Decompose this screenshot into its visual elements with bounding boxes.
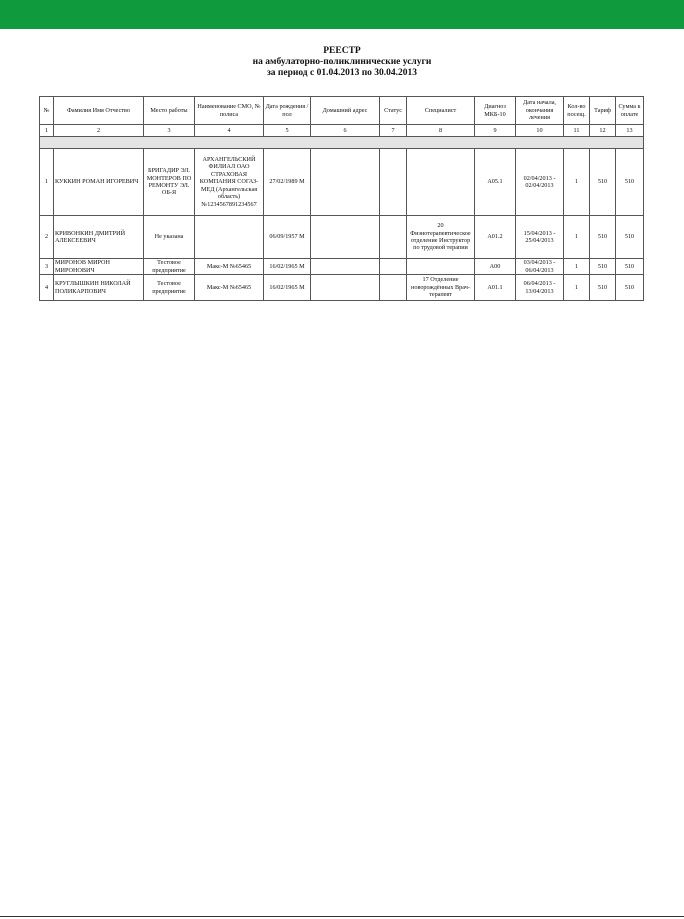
cell-specialist bbox=[407, 149, 475, 216]
cell-status bbox=[380, 275, 407, 301]
header-address: Домашний адрес bbox=[311, 97, 380, 125]
cell-dates: 03/04/2013 - 06/04/2013 bbox=[516, 259, 564, 275]
cell-address bbox=[311, 216, 380, 259]
column-number: 3 bbox=[144, 125, 195, 137]
cell-tariff: 510 bbox=[590, 275, 616, 301]
column-number: 4 bbox=[195, 125, 264, 137]
cell-visits: 1 bbox=[564, 259, 590, 275]
cell-diagnosis: A00 bbox=[475, 259, 516, 275]
header-birth: Дата рождения /пол bbox=[264, 97, 311, 125]
column-number: 7 bbox=[380, 125, 407, 137]
cell-fio: МИРОНОВ МИРОН МИРОНОВИЧ bbox=[54, 259, 144, 275]
cell-visits: 1 bbox=[564, 275, 590, 301]
column-number: 9 bbox=[475, 125, 516, 137]
cell-status bbox=[380, 259, 407, 275]
header-num: № bbox=[40, 97, 54, 125]
cell-num: 2 bbox=[40, 216, 54, 259]
column-number: 2 bbox=[54, 125, 144, 137]
cell-address bbox=[311, 275, 380, 301]
cell-status bbox=[380, 149, 407, 216]
cell-tariff: 510 bbox=[590, 259, 616, 275]
cell-specialist: 20 Физиотерапевтическое отделение Инструктор по трудовой терапии bbox=[407, 216, 475, 259]
cell-fio: КУККИН РОМАН ИГОРЕВИЧ bbox=[54, 149, 144, 216]
cell-work: Тестовое предприятие bbox=[144, 259, 195, 275]
cell-fio: КРУГЛЫШКИН НИКОЛАЙ ПОЛИКАРПОВИЧ bbox=[54, 275, 144, 301]
column-number: 1 bbox=[40, 125, 54, 137]
table-row bbox=[40, 275, 644, 301]
cell-address bbox=[311, 259, 380, 275]
cell-sum: 510 bbox=[616, 216, 644, 259]
cell-sum: 510 bbox=[616, 275, 644, 301]
cell-dates: 02/04/2013 - 02/04/2013 bbox=[516, 149, 564, 216]
cell-birth: 06/09/1957 М bbox=[264, 216, 311, 259]
cell-tariff: 510 bbox=[590, 216, 616, 259]
cell-diagnosis: A01.2 bbox=[475, 216, 516, 259]
cell-smo: Макс-М №65465 bbox=[195, 259, 264, 275]
header-status: Статус bbox=[380, 97, 407, 125]
header-tariff: Тариф bbox=[590, 97, 616, 125]
column-number: 8 bbox=[407, 125, 475, 137]
cell-specialist bbox=[407, 259, 475, 275]
column-number-row bbox=[40, 125, 644, 137]
cell-work: Не указана bbox=[144, 216, 195, 259]
document-title bbox=[0, 46, 684, 79]
header-sum: Сумма к оплате bbox=[616, 97, 644, 125]
column-number: 13 bbox=[616, 125, 644, 137]
header-fio: Фамилия Имя Отчество bbox=[54, 97, 144, 125]
cell-specialist: 17 Отделение новорождённых Врач-терапевт bbox=[407, 275, 475, 301]
title-line-3: за период с 01.04.2013 по 30.04.2013 bbox=[266, 68, 418, 78]
bottom-rule bbox=[0, 916, 684, 917]
column-number: 12 bbox=[590, 125, 616, 137]
cell-address bbox=[311, 149, 380, 216]
cell-visits: 1 bbox=[564, 149, 590, 216]
cell-sum: 510 bbox=[616, 149, 644, 216]
cell-visits: 1 bbox=[564, 216, 590, 259]
top-green-bar bbox=[0, 0, 684, 29]
cell-diagnosis: A01.1 bbox=[475, 275, 516, 301]
column-number: 11 bbox=[564, 125, 590, 137]
header-row bbox=[40, 97, 644, 125]
registry-table bbox=[39, 96, 644, 301]
header-visits: Кол-во посещ. bbox=[564, 97, 590, 125]
header-specialist: Специалист bbox=[407, 97, 475, 125]
column-number: 6 bbox=[311, 125, 380, 137]
cell-dates: 06/04/2013 - 13/04/2013 bbox=[516, 275, 564, 301]
cell-num: 1 bbox=[40, 149, 54, 216]
cell-work: Тестовое предприятие bbox=[144, 275, 195, 301]
title-line-2: на амбулаторно-поликлинические услуги bbox=[252, 57, 432, 67]
header-work: Место работы bbox=[144, 97, 195, 125]
table-row bbox=[40, 149, 644, 216]
cell-fio: КРИВОНКИН ДМИТРИЙ АЛЕКСЕЕВИЧ bbox=[54, 216, 144, 259]
cell-smo: Макс-М №65465 bbox=[195, 275, 264, 301]
header-dates: Дата начала, окончания лечения bbox=[516, 97, 564, 125]
cell-dates: 15/04/2013 - 25/04/2013 bbox=[516, 216, 564, 259]
title-line-1: РЕЕСТР bbox=[323, 46, 361, 56]
column-number: 5 bbox=[264, 125, 311, 137]
group-separator-cell bbox=[40, 137, 644, 149]
cell-tariff: 510 bbox=[590, 149, 616, 216]
table-row bbox=[40, 216, 644, 259]
cell-sum: 510 bbox=[616, 259, 644, 275]
table-row bbox=[40, 259, 644, 275]
header-smo: Наименование СМО, № полиса bbox=[195, 97, 264, 125]
cell-status bbox=[380, 216, 407, 259]
cell-birth: 27/02/1989 М bbox=[264, 149, 311, 216]
cell-smo bbox=[195, 216, 264, 259]
cell-smo: АРХАНГЕЛЬСКИЙ ФИЛИАЛ ОАО СТРАХОВАЯ КОМПАНИЯ СОГАЗ-МЕД (Архангельская область) №1234567891234567 bbox=[195, 149, 264, 216]
group-separator-row bbox=[40, 137, 644, 149]
cell-diagnosis: A05.1 bbox=[475, 149, 516, 216]
cell-birth: 16/02/1965 М bbox=[264, 275, 311, 301]
cell-num: 3 bbox=[40, 259, 54, 275]
cell-work: БРИГАДИР ЭЛ. МОНТЕРОВ ПО РЕМОНТУ ЭЛ. ОБ-Я bbox=[144, 149, 195, 216]
header-diagnosis: Диагноз МКБ-10 bbox=[475, 97, 516, 125]
column-number: 10 bbox=[516, 125, 564, 137]
cell-num: 4 bbox=[40, 275, 54, 301]
cell-birth: 16/02/1965 М bbox=[264, 259, 311, 275]
